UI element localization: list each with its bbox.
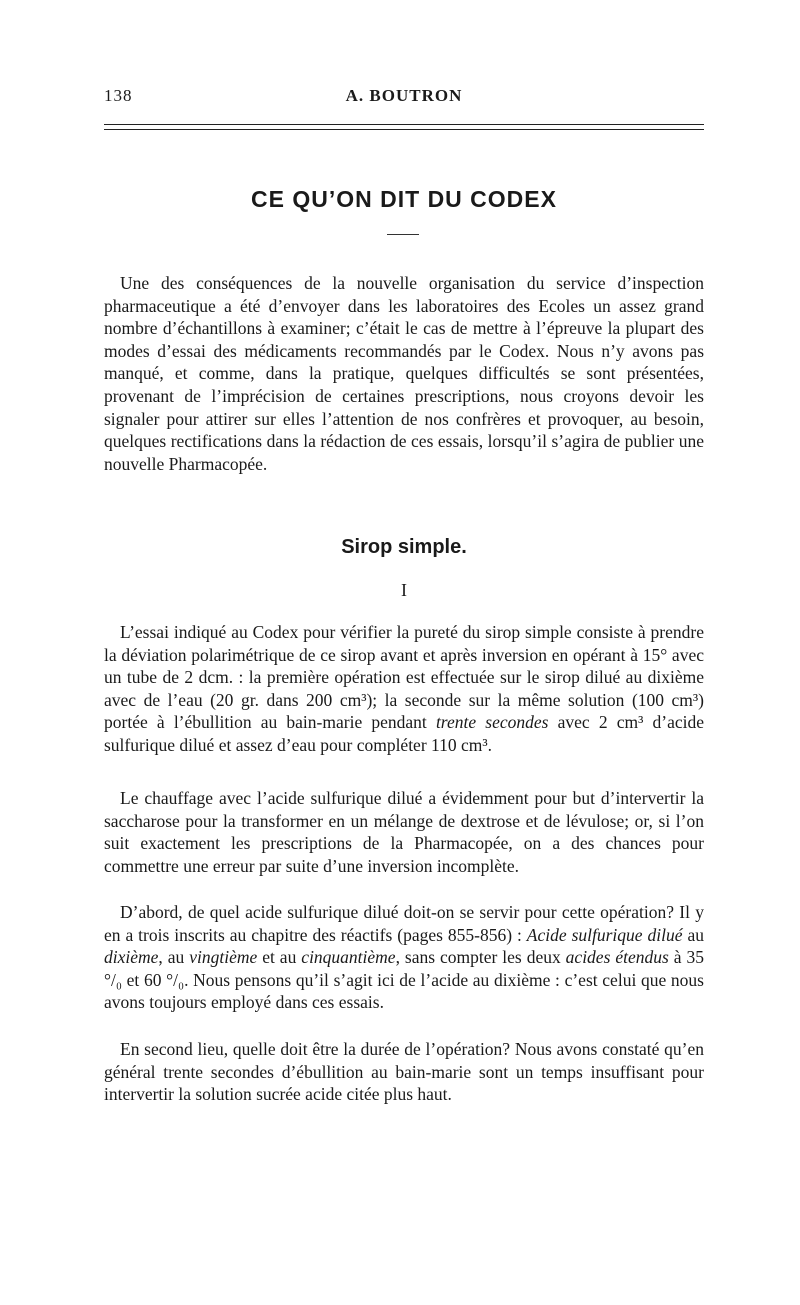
paragraph-text: D’abord, de quel acide sulfurique dilué doit-on se servir pour cette opération? Il y en a trois inscrits au chapitre des réactifs (pages 855-856) : bbox=[104, 902, 704, 945]
paragraph-text: , au bbox=[158, 947, 190, 968]
paragraph-acide bbox=[104, 901, 704, 1014]
section-number: I bbox=[401, 580, 407, 600]
title-separator bbox=[387, 234, 419, 235]
running-head-author: A. BOUTRON bbox=[345, 86, 463, 105]
paragraph-text: au bbox=[682, 924, 704, 945]
paragraph-text: à 35 °/₀ et 60 °/₀. Nous pensons qu’il s’agit ici de l’acide au dixième : c’est celui que nous avons toujours employé dans ces essais. bbox=[104, 947, 704, 1013]
paragraph-text: , sans compter les deux bbox=[395, 947, 566, 968]
paragraph-text: et au bbox=[257, 947, 302, 968]
italic-phrase: cinquantième bbox=[301, 947, 396, 968]
italic-phrase: dixième bbox=[104, 947, 159, 968]
intro-paragraph: Une des conséquences de la nouvelle organisation du service d’inspection pharmaceutique a été d’envoyer dans les laboratoires des Ecoles un assez grand nombre d’échantillons à examiner; c’était le cas de mettre à l’épreuve la plupart des modes d’essai des médicaments recommandés par le Codex. Nous n’y avons pas manqué, et comme, dans la pratique, quelques difficultés se sont présentées, provenant de l’imprécision de certaines prescriptions, nous croyons devoir les signaler pour attirer sur elles l’attention de nos confrères et provoquer, au besoin, quelques rectifications dans la rédaction de ces essais, lorsqu’il s’agira de publier une nouvelle Pharmacopée. bbox=[104, 273, 704, 474]
italic-phrase: Acide sulfurique dilué bbox=[526, 924, 683, 945]
paragraph-duree: En second lieu, quelle doit être la durée de l’opération? Nous avons constaté qu’en général trente secondes d’ébullition au bain-marie sont un temps insuffisant pour intervertir la solution sucrée acide citée plus haut. bbox=[104, 1039, 704, 1105]
italic-phrase: trente secondes bbox=[435, 712, 549, 733]
italic-phrase: acides étendus bbox=[565, 947, 669, 968]
italic-phrase: vingtième bbox=[189, 947, 258, 968]
header-rule-bottom bbox=[104, 129, 704, 130]
running-head bbox=[104, 86, 704, 110]
paragraph-essai bbox=[104, 621, 704, 757]
section-heading: Sirop simple. bbox=[341, 536, 467, 558]
page-number: 138 bbox=[104, 86, 133, 105]
article-title: CE QU’ON DIT DU CODEX bbox=[251, 186, 557, 212]
paragraph-text: avec 2 cm³ d’acide sulfurique dilué et assez d’eau pour compléter 110 cm³. bbox=[104, 712, 705, 755]
paragraph-text: L’essai indiqué au Codex pour vérifier la pureté du sirop simple consiste à prendre la déviation polarimétrique de ce sirop avant et après inversion en opérant à 15° avec un tube de 2 dcm. : la première opération est effectuée sur le sirop dilué au dixième avec de l’eau (20 gr. dans 200 cm³); la seconde sur la même solution (100 cm³) portée à l’ébullition au bain-marie pendant bbox=[104, 622, 704, 733]
header-rule-top bbox=[104, 124, 704, 125]
paragraph-chauffage: Le chauffage avec l’acide sulfurique dilué a évidemment pour but d’intervertir la saccharose pour la transformer en un mélange de dextrose et de lévulose; or, si l’on suit exactement les prescriptions de la Pharmacopée, on a des chances pour commettre une erreur par suite d’une inversion incomplète. bbox=[104, 788, 704, 876]
